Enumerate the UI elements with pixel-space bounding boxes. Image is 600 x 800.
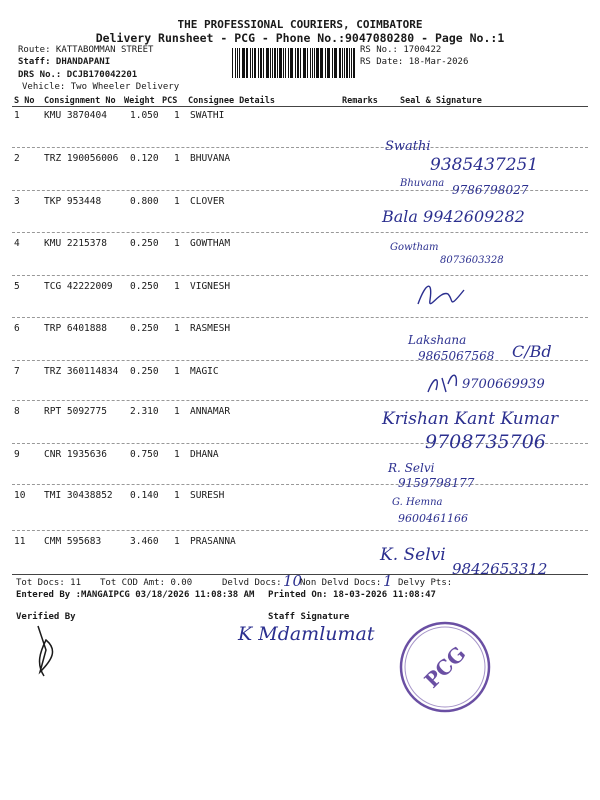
sig-row11-phone: 9842653312 xyxy=(452,560,548,578)
row-weight: 0.140 xyxy=(130,490,159,501)
non-delivered-docs: Non Delvd Docs: xyxy=(300,578,382,588)
sig-non-delvd-count: 1 xyxy=(383,572,393,590)
row-pcs: 1 xyxy=(174,406,180,417)
sig-row4-phone: 8073603328 xyxy=(440,255,504,266)
row-consignment-no: TRP 6401888 xyxy=(44,323,107,334)
col-weight: Weight xyxy=(124,96,155,106)
sig-row5-scribble xyxy=(418,286,464,304)
col-consignee: Consignee Details xyxy=(188,96,275,106)
staff-signature-label: Staff Signature xyxy=(268,612,350,622)
row-consignment-no: CNR 1935636 xyxy=(44,449,107,460)
sig-row9-phone: 9159798177 xyxy=(398,476,475,490)
row-consignee: GOWTHAM xyxy=(190,238,231,249)
runsheet-subtitle: Delivery Runsheet - PCG - Phone No.:9047080280 - Page No.:1 xyxy=(95,31,505,45)
row-pcs: 1 xyxy=(174,449,180,460)
verified-signature-scribble xyxy=(38,626,53,676)
row-sno: 1 xyxy=(14,110,20,121)
sig-row10-phone: 9600461166 xyxy=(398,512,468,525)
row-consignee: ANNAMAR xyxy=(190,406,231,417)
row-pcs: 1 xyxy=(174,238,180,249)
sig-row1-phone: 9385437251 xyxy=(430,155,539,175)
vehicle-label: Vehicle: Two Wheeler Delivery xyxy=(22,82,180,92)
row-consignment-no: TMI 30438852 xyxy=(44,490,113,501)
row-weight: 0.250 xyxy=(130,323,159,334)
sig-row8-name: Krishan Kant Kumar xyxy=(382,409,559,429)
route-label: Route: KATTABOMMAN STREET xyxy=(18,45,154,55)
row-consignee: MAGIC xyxy=(190,366,219,377)
row-pcs: 1 xyxy=(174,490,180,501)
sig-row8-phone: 9708735706 xyxy=(425,431,546,453)
row-consignment-no: KMU 3870404 xyxy=(44,110,107,121)
col-pcs: PCS xyxy=(162,96,178,106)
delivery-points: Delvy Pts: xyxy=(398,578,453,588)
sig-row6-phone: 9865067568 xyxy=(418,349,495,363)
row-sno: 9 xyxy=(14,449,20,460)
row-consignment-no: RPT 5092775 xyxy=(44,406,107,417)
sig-row6-note: C/Bd xyxy=(512,342,552,361)
row-consignee: DHANA xyxy=(190,449,219,460)
row-weight: 1.050 xyxy=(130,110,159,121)
sig-row9-name: R. Selvi xyxy=(388,461,435,475)
sig-row7-scribble xyxy=(428,375,456,392)
col-consignment: Consignment No xyxy=(44,96,116,106)
row-consignment-no: KMU 2215378 xyxy=(44,238,107,249)
sig-delvd-count: 10 xyxy=(283,572,303,590)
sig-row2-name: Bhuvana xyxy=(400,178,445,189)
row-consignment-no: TCG 42222009 xyxy=(44,281,113,292)
total-docs: Tot Docs: 11 xyxy=(16,578,82,588)
col-seal-signature: Seal & Signature xyxy=(400,96,482,106)
sig-row2-phone: 9786798027 xyxy=(452,183,529,197)
drs-number: DRS No.: DCJB170042201 xyxy=(18,70,138,80)
row-consignee: PRASANNA xyxy=(190,536,236,547)
row-weight: 0.250 xyxy=(130,281,159,292)
sig-row4-name: Gowtham xyxy=(390,242,439,253)
row-sno: 11 xyxy=(14,536,26,547)
row-pcs: 1 xyxy=(174,196,180,207)
row-sno: 10 xyxy=(14,490,26,501)
stamp-text: PCG xyxy=(419,641,471,693)
pcg-stamp-icon xyxy=(398,620,492,714)
rs-number: RS No.: 1700422 xyxy=(360,45,442,55)
row-pcs: 1 xyxy=(174,366,180,377)
row-consignee: CLOVER xyxy=(190,196,225,207)
row-pcs: 1 xyxy=(174,153,180,164)
row-weight: 0.120 xyxy=(130,153,159,164)
sig-row11-name: K. Selvi xyxy=(380,545,446,565)
row-pcs: 1 xyxy=(174,536,180,547)
row-weight: 0.250 xyxy=(130,238,159,249)
row-sno: 5 xyxy=(14,281,20,292)
row-sno: 6 xyxy=(14,323,20,334)
sig-row10-name: G. Hemna xyxy=(392,497,443,508)
verified-by-label: Verified By xyxy=(16,612,76,622)
col-sno: S No xyxy=(14,96,35,106)
row-sno: 3 xyxy=(14,196,20,207)
row-consignee: SURESH xyxy=(190,490,225,501)
rs-date: RS Date: 18-Mar-2026 xyxy=(360,57,469,67)
sig-row6-name: Lakshana xyxy=(408,333,467,347)
sig-row3: Bala 9942609282 xyxy=(382,207,525,226)
row-pcs: 1 xyxy=(174,281,180,292)
company-title: THE PROFESSIONAL COURIERS, COIMBATORE xyxy=(177,18,423,31)
row-consignment-no: TRZ 360114834 xyxy=(44,366,119,377)
row-sno: 8 xyxy=(14,406,20,417)
row-pcs: 1 xyxy=(174,323,180,334)
row-sno: 4 xyxy=(14,238,20,249)
row-consignee: RASMESH xyxy=(190,323,231,334)
row-weight: 2.310 xyxy=(130,406,159,417)
sig-row1-name: Swathi xyxy=(385,139,431,154)
row-sno: 2 xyxy=(14,153,20,164)
col-remarks: Remarks xyxy=(342,96,378,106)
row-weight: 0.750 xyxy=(130,449,159,460)
row-weight: 0.250 xyxy=(130,366,159,377)
staff-label: Staff: DHANDAPANI xyxy=(18,57,111,67)
delivered-docs: Delvd Docs: xyxy=(222,578,282,588)
row-consignment-no: CMM 595683 xyxy=(44,536,102,547)
row-consignee: SWATHI xyxy=(190,110,225,121)
row-consignment-no: TKP 953448 xyxy=(44,196,102,207)
total-cod: Tot COD Amt: 0.00 xyxy=(100,578,193,588)
row-consignee: VIGNESH xyxy=(190,281,231,292)
row-pcs: 1 xyxy=(174,110,180,121)
sig-row7-phone: 9700669939 xyxy=(462,377,545,392)
row-consignment-no: TRZ 190056006 xyxy=(44,153,119,164)
printed-on: Printed On: 18-03-2026 11:08:47 xyxy=(268,590,436,600)
staff-signature-scrawl: K Mdamlumat xyxy=(238,623,375,645)
entered-by: Entered By :MANGAIPCG 03/18/2026 11:08:38 AM xyxy=(16,590,255,600)
row-weight: 3.460 xyxy=(130,536,159,547)
row-sno: 7 xyxy=(14,366,20,377)
row-consignee: BHUVANA xyxy=(190,153,231,164)
row-weight: 0.800 xyxy=(130,196,159,207)
